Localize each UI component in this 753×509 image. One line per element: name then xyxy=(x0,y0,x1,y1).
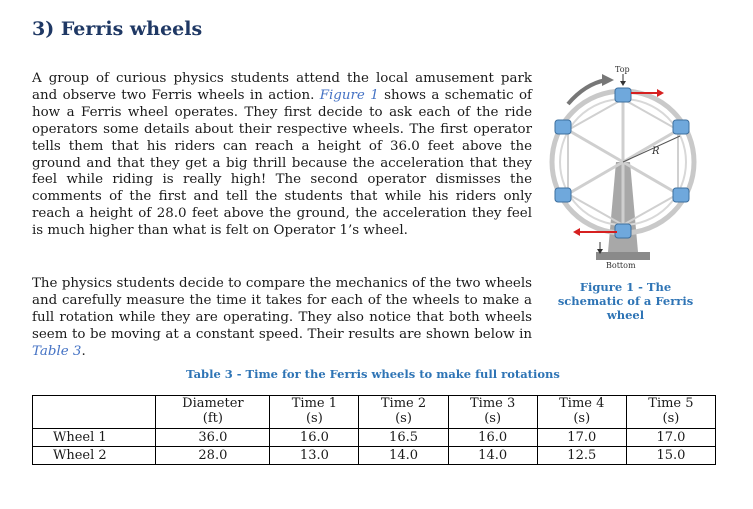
bottom-velocity-arrowhead xyxy=(573,228,580,236)
intro-text-start: A group of curious physics students attend the local amusement park and observe two Ferris wheels in action. xyxy=(32,71,532,103)
table-cell: 12.5 xyxy=(537,447,626,465)
method-paragraph xyxy=(32,276,532,361)
table-caption: Table 3 - Time for the Ferris wheels to make full rotations xyxy=(186,367,560,381)
method-text-start: The physics students decide to compare the mechanics of the two wheels and carefully measure the time it takes for each of the wheels to make a full rotation while they are operating. They also notice that both wheels seem to be moving at a constant speed. Their results are shown below in xyxy=(32,276,532,342)
top-weight-arrowhead xyxy=(620,81,626,86)
header-diameter: Diameter (ft) xyxy=(156,396,270,429)
table-cell: 13.0 xyxy=(270,447,359,465)
intro-paragraph xyxy=(32,71,532,240)
header-time-1: Time 1 (s) xyxy=(270,396,359,429)
rotation-times-table xyxy=(32,395,716,465)
table-cell: 16.5 xyxy=(359,429,448,447)
table-cell: 28.0 xyxy=(156,447,270,465)
table-cell: 17.0 xyxy=(537,429,626,447)
table-cell: 16.0 xyxy=(270,429,359,447)
figure-1-link[interactable]: Figure 1 xyxy=(319,87,379,103)
bottom-label: Bottom xyxy=(606,261,636,270)
ferris-wheel-diagram xyxy=(540,66,710,286)
pillar-base xyxy=(596,252,650,260)
table-row xyxy=(33,447,716,465)
header-time-3: Time 3 (s) xyxy=(448,396,537,429)
header-time-5: Time 5 (s) xyxy=(626,396,715,429)
row-label: Wheel 1 xyxy=(33,429,156,447)
table-3-link[interactable]: Table 3 xyxy=(32,343,82,359)
header-time-4: Time 4 (s) xyxy=(537,396,626,429)
top-velocity-arrowhead xyxy=(657,89,664,97)
method-text-end: . xyxy=(81,343,86,359)
section-heading: 3) Ferris wheels xyxy=(32,18,203,40)
table-cell: 17.0 xyxy=(626,429,715,447)
table-cell: 14.0 xyxy=(359,447,448,465)
table-row xyxy=(33,429,716,447)
rotation-arrowhead xyxy=(602,74,614,86)
table-cell: 14.0 xyxy=(448,447,537,465)
intro-text-end: shows a schematic of how a Ferris wheel operates. They first decide to ask each of the ride operators some details about their respective wheels. The first operator tells them that his riders can reach a height of 36.0 feet above the ground and that they get a big thrill because the acceleration that they feel while riding is really high! The second operator dismisses the comments of the first and tell the students that while his riders only reach a height of 28.0 feet above the ground, the acceleration they feel is much higher than what is felt on Operator 1’s wheel. xyxy=(32,87,532,239)
radius-label: R xyxy=(652,146,660,157)
ferris-wheel-figure xyxy=(540,66,710,286)
table-header-row xyxy=(33,396,716,429)
table-cell: 36.0 xyxy=(156,429,270,447)
table-cell: 16.0 xyxy=(448,429,537,447)
table-cell: 15.0 xyxy=(626,447,715,465)
figure-caption: Figure 1 - The schematic of a Ferris wheel xyxy=(557,280,694,322)
header-time-2: Time 2 (s) xyxy=(359,396,448,429)
top-label: Top xyxy=(615,66,630,74)
header-blank xyxy=(33,396,156,429)
row-label: Wheel 2 xyxy=(33,447,156,465)
